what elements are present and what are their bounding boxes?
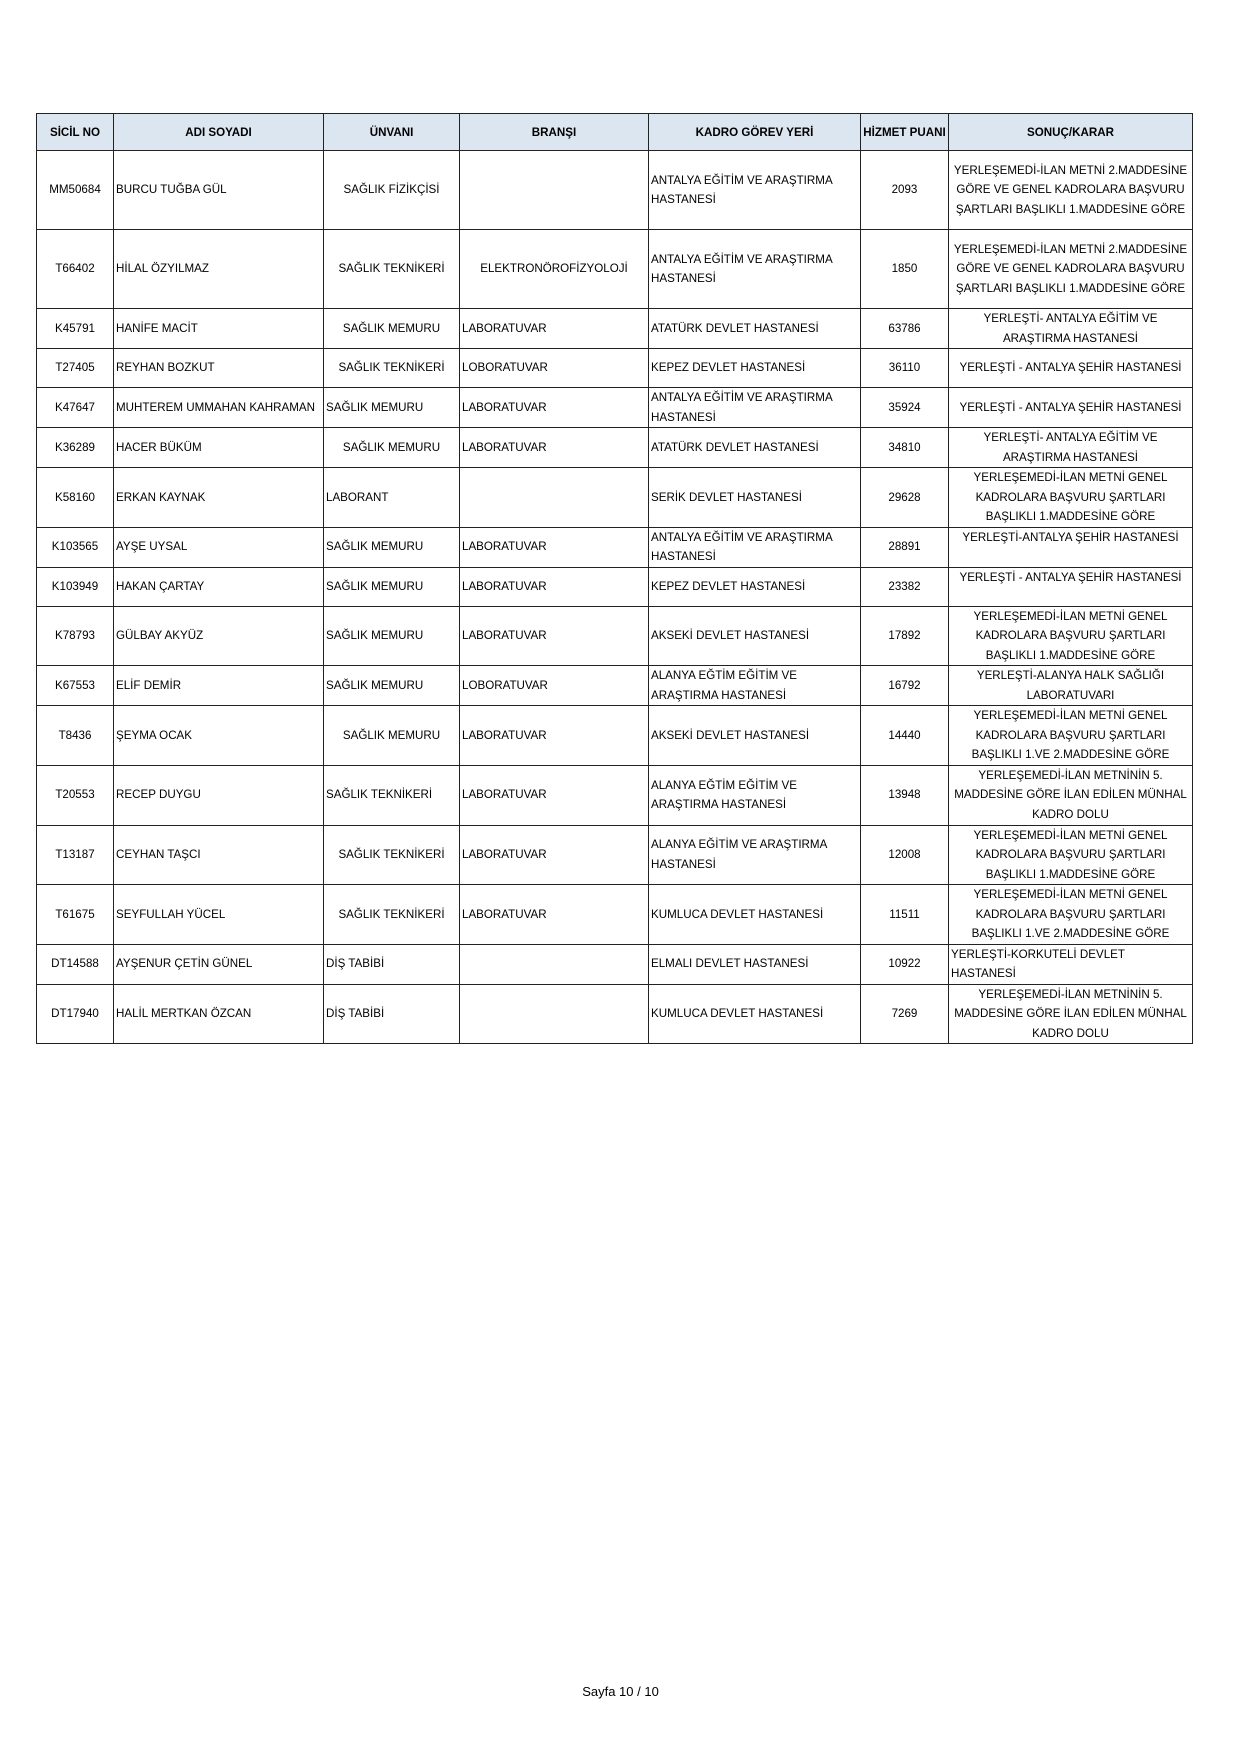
cell-sonuc-karar: YERLEŞEMEDİ-İLAN METNİ 2.MADDESİNE GÖRE VE GENEL KADROLARA BAŞVURU ŞARTLARI BAŞLIKLI 1.MADDESİNE GÖRE	[949, 151, 1193, 230]
cell-adi-soyadi: HALİL MERTKAN ÖZCAN	[114, 984, 324, 1044]
cell-sicil-no: K58160	[37, 468, 114, 528]
cell-hizmet-puani: 34810	[861, 428, 949, 468]
table-row	[37, 468, 1193, 528]
cell-adi-soyadi: AYŞENUR ÇETİN GÜNEL	[114, 944, 324, 984]
cell-bransi	[460, 151, 649, 230]
header-kadro-gorev-yeri: KADRO GÖREV YERİ	[649, 114, 861, 151]
table-row	[37, 567, 1193, 606]
cell-sonuc-karar: YERLEŞTİ - ANTALYA ŞEHİR HASTANESİ	[949, 567, 1193, 606]
cell-sicil-no: K103949	[37, 567, 114, 606]
cell-hizmet-puani: 29628	[861, 468, 949, 528]
header-unvani: ÜNVANI	[324, 114, 460, 151]
table-row	[37, 230, 1193, 309]
cell-sonuc-karar: YERLEŞEMEDİ-İLAN METNİ GENEL KADROLARA BAŞVURU ŞARTLARI BAŞLIKLI 1.VE 2.MADDESİNE GÖRE	[949, 706, 1193, 766]
cell-kadro-gorev-yeri: ATATÜRK DEVLET HASTANESİ	[649, 309, 861, 349]
cell-unvani: DİŞ TABİBİ	[324, 944, 460, 984]
cell-kadro-gorev-yeri: AKSEKİ DEVLET HASTANESİ	[649, 706, 861, 766]
cell-kadro-gorev-yeri: SERİK DEVLET HASTANESİ	[649, 468, 861, 528]
cell-sonuc-karar: YERLEŞTİ-ANTALYA ŞEHİR HASTANESİ	[949, 527, 1193, 567]
cell-sonuc-karar: YERLEŞTİ-ALANYA HALK SAĞLIĞI LABORATUVARI	[949, 666, 1193, 706]
cell-sonuc-karar: YERLEŞTİ- ANTALYA EĞİTİM VE ARAŞTIRMA HASTANESİ	[949, 428, 1193, 468]
header-sonuc-karar: SONUÇ/KARAR	[949, 114, 1193, 151]
cell-sonuc-karar: YERLEŞTİ- ANTALYA EĞİTİM VE ARAŞTIRMA HASTANESİ	[949, 309, 1193, 349]
cell-unvani: SAĞLIK MEMURU	[324, 706, 460, 766]
cell-unvani: SAĞLIK MEMURU	[324, 388, 460, 428]
cell-bransi	[460, 984, 649, 1044]
cell-adi-soyadi: ELİF DEMİR	[114, 666, 324, 706]
cell-kadro-gorev-yeri: ANTALYA EĞİTİM VE ARAŞTIRMA HASTANESİ	[649, 527, 861, 567]
cell-sicil-no: DT14588	[37, 944, 114, 984]
cell-bransi: LABORATUVAR	[460, 309, 649, 349]
cell-hizmet-puani: 1850	[861, 230, 949, 309]
table-row	[37, 309, 1193, 349]
cell-unvani: SAĞLIK MEMURU	[324, 428, 460, 468]
cell-hizmet-puani: 7269	[861, 984, 949, 1044]
cell-bransi: ELEKTRONÖROFİZYOLOJİ	[460, 230, 649, 309]
cell-kadro-gorev-yeri: ALANYA EĞTİM EĞİTİM VE ARAŞTIRMA HASTANESİ	[649, 765, 861, 825]
cell-adi-soyadi: RECEP DUYGU	[114, 765, 324, 825]
header-hizmet-puani: HİZMET PUANI	[861, 114, 949, 151]
cell-sonuc-karar: YERLEŞTİ - ANTALYA ŞEHİR HASTANESİ	[949, 388, 1193, 428]
cell-bransi: LABORATUVAR	[460, 388, 649, 428]
cell-bransi: LABORATUVAR	[460, 527, 649, 567]
cell-hizmet-puani: 13948	[861, 765, 949, 825]
cell-bransi: LABORATUVAR	[460, 567, 649, 606]
cell-sicil-no: T13187	[37, 825, 114, 885]
cell-sonuc-karar: YERLEŞEMEDİ-İLAN METNİNİN 5. MADDESİNE GÖRE İLAN EDİLEN MÜNHAL KADRO DOLU	[949, 765, 1193, 825]
cell-sonuc-karar: YERLEŞEMEDİ-İLAN METNİ GENEL KADROLARA BAŞVURU ŞARTLARI BAŞLIKLI 1.MADDESİNE GÖRE	[949, 825, 1193, 885]
table-row	[37, 944, 1193, 984]
cell-kadro-gorev-yeri: KEPEZ DEVLET HASTANESİ	[649, 567, 861, 606]
results-table	[36, 113, 1193, 1044]
header-bransi: BRANŞI	[460, 114, 649, 151]
table-row	[37, 765, 1193, 825]
cell-bransi: LABORATUVAR	[460, 606, 649, 666]
cell-unvani: SAĞLIK MEMURU	[324, 527, 460, 567]
cell-bransi: LABORATUVAR	[460, 825, 649, 885]
cell-adi-soyadi: AYŞE UYSAL	[114, 527, 324, 567]
cell-unvani: SAĞLIK TEKNİKERİ	[324, 349, 460, 388]
cell-unvani: SAĞLIK TEKNİKERİ	[324, 885, 460, 945]
cell-sonuc-karar: YERLEŞEMEDİ-İLAN METNİ 2.MADDESİNE GÖRE VE GENEL KADROLARA BAŞVURU ŞARTLARI BAŞLIKLI 1.MADDESİNE GÖRE	[949, 230, 1193, 309]
cell-sicil-no: T66402	[37, 230, 114, 309]
cell-bransi: LOBORATUVAR	[460, 349, 649, 388]
cell-hizmet-puani: 28891	[861, 527, 949, 567]
cell-sonuc-karar: YERLEŞEMEDİ-İLAN METNİNİN 5. MADDESİNE GÖRE İLAN EDİLEN MÜNHAL KADRO DOLU	[949, 984, 1193, 1044]
cell-bransi: LOBORATUVAR	[460, 666, 649, 706]
cell-hizmet-puani: 17892	[861, 606, 949, 666]
cell-unvani: DİŞ TABİBİ	[324, 984, 460, 1044]
cell-kadro-gorev-yeri: ALANYA EĞİTİM VE ARAŞTIRMA HASTANESİ	[649, 825, 861, 885]
cell-hizmet-puani: 35924	[861, 388, 949, 428]
table-row	[37, 428, 1193, 468]
cell-adi-soyadi: BURCU TUĞBA GÜL	[114, 151, 324, 230]
cell-sonuc-karar: YERLEŞEMEDİ-İLAN METNİ GENEL KADROLARA BAŞVURU ŞARTLARI BAŞLIKLI 1.VE 2.MADDESİNE GÖRE	[949, 885, 1193, 945]
cell-adi-soyadi: MUHTEREM UMMAHAN KAHRAMAN	[114, 388, 324, 428]
cell-hizmet-puani: 12008	[861, 825, 949, 885]
cell-kadro-gorev-yeri: ANTALYA EĞİTİM VE ARAŞTIRMA HASTANESİ	[649, 151, 861, 230]
table-row	[37, 151, 1193, 230]
cell-hizmet-puani: 36110	[861, 349, 949, 388]
cell-unvani: SAĞLIK MEMURU	[324, 606, 460, 666]
page-number: Sayfa 10 / 10	[582, 1684, 659, 1699]
cell-sonuc-karar: YERLEŞEMEDİ-İLAN METNİ GENEL KADROLARA BAŞVURU ŞARTLARI BAŞLIKLI 1.MADDESİNE GÖRE	[949, 606, 1193, 666]
cell-sicil-no: T61675	[37, 885, 114, 945]
cell-hizmet-puani: 23382	[861, 567, 949, 606]
table-header-row	[37, 114, 1193, 151]
cell-adi-soyadi: HACER BÜKÜM	[114, 428, 324, 468]
cell-bransi	[460, 944, 649, 984]
cell-sonuc-karar: YERLEŞTİ - ANTALYA ŞEHİR HASTANESİ	[949, 349, 1193, 388]
cell-adi-soyadi: SEYFULLAH YÜCEL	[114, 885, 324, 945]
cell-sonuc-karar: YERLEŞTİ-KORKUTELİ DEVLET HASTANESİ	[949, 944, 1193, 984]
cell-bransi: LABORATUVAR	[460, 428, 649, 468]
table-row	[37, 825, 1193, 885]
cell-sicil-no: DT17940	[37, 984, 114, 1044]
cell-bransi: LABORATUVAR	[460, 765, 649, 825]
cell-kadro-gorev-yeri: ANTALYA EĞİTİM VE ARAŞTIRMA HASTANESİ	[649, 230, 861, 309]
cell-kadro-gorev-yeri: KUMLUCA DEVLET HASTANESİ	[649, 984, 861, 1044]
table-row	[37, 388, 1193, 428]
cell-adi-soyadi: HİLAL ÖZYILMAZ	[114, 230, 324, 309]
cell-adi-soyadi: HANİFE MACİT	[114, 309, 324, 349]
cell-sicil-no: K47647	[37, 388, 114, 428]
table-row	[37, 706, 1193, 766]
cell-hizmet-puani: 14440	[861, 706, 949, 766]
cell-kadro-gorev-yeri: ANTALYA EĞİTİM VE ARAŞTIRMA HASTANESİ	[649, 388, 861, 428]
cell-bransi: LABORATUVAR	[460, 885, 649, 945]
cell-bransi	[460, 468, 649, 528]
cell-sicil-no: T20553	[37, 765, 114, 825]
cell-hizmet-puani: 63786	[861, 309, 949, 349]
cell-sicil-no: T27405	[37, 349, 114, 388]
cell-adi-soyadi: ERKAN KAYNAK	[114, 468, 324, 528]
cell-adi-soyadi: GÜLBAY AKYÜZ	[114, 606, 324, 666]
cell-unvani: SAĞLIK MEMURU	[324, 309, 460, 349]
cell-sicil-no: T8436	[37, 706, 114, 766]
cell-unvani: SAĞLIK MEMURU	[324, 567, 460, 606]
table-row	[37, 349, 1193, 388]
cell-hizmet-puani: 2093	[861, 151, 949, 230]
cell-unvani: SAĞLIK TEKNİKERİ	[324, 765, 460, 825]
cell-sicil-no: K78793	[37, 606, 114, 666]
cell-adi-soyadi: HAKAN ÇARTAY	[114, 567, 324, 606]
cell-kadro-gorev-yeri: ALANYA EĞTİM EĞİTİM VE ARAŞTIRMA HASTANESİ	[649, 666, 861, 706]
cell-sonuc-karar: YERLEŞEMEDİ-İLAN METNİ GENEL KADROLARA BAŞVURU ŞARTLARI BAŞLIKLI 1.MADDESİNE GÖRE	[949, 468, 1193, 528]
table-row	[37, 527, 1193, 567]
header-adi-soyadi: ADI SOYADI	[114, 114, 324, 151]
cell-kadro-gorev-yeri: KEPEZ DEVLET HASTANESİ	[649, 349, 861, 388]
table-row	[37, 984, 1193, 1044]
cell-hizmet-puani: 11511	[861, 885, 949, 945]
cell-unvani: SAĞLIK TEKNİKERİ	[324, 825, 460, 885]
cell-kadro-gorev-yeri: ATATÜRK DEVLET HASTANESİ	[649, 428, 861, 468]
cell-unvani: SAĞLIK MEMURU	[324, 666, 460, 706]
table-row	[37, 885, 1193, 945]
cell-sicil-no: K103565	[37, 527, 114, 567]
header-sicil-no: SİCİL NO	[37, 114, 114, 151]
cell-sicil-no: K36289	[37, 428, 114, 468]
cell-kadro-gorev-yeri: AKSEKİ DEVLET HASTANESİ	[649, 606, 861, 666]
cell-sicil-no: K45791	[37, 309, 114, 349]
cell-adi-soyadi: REYHAN BOZKUT	[114, 349, 324, 388]
table-row	[37, 606, 1193, 666]
cell-bransi: LABORATUVAR	[460, 706, 649, 766]
cell-unvani: SAĞLIK FİZİKÇİSİ	[324, 151, 460, 230]
table-row	[37, 666, 1193, 706]
cell-adi-soyadi: CEYHAN TAŞCI	[114, 825, 324, 885]
cell-hizmet-puani: 16792	[861, 666, 949, 706]
cell-sicil-no: MM50684	[37, 151, 114, 230]
cell-kadro-gorev-yeri: ELMALI DEVLET HASTANESİ	[649, 944, 861, 984]
cell-unvani: SAĞLIK TEKNİKERİ	[324, 230, 460, 309]
cell-hizmet-puani: 10922	[861, 944, 949, 984]
cell-kadro-gorev-yeri: KUMLUCA DEVLET HASTANESİ	[649, 885, 861, 945]
cell-adi-soyadi: ŞEYMA OCAK	[114, 706, 324, 766]
cell-sicil-no: K67553	[37, 666, 114, 706]
cell-unvani: LABORANT	[324, 468, 460, 528]
